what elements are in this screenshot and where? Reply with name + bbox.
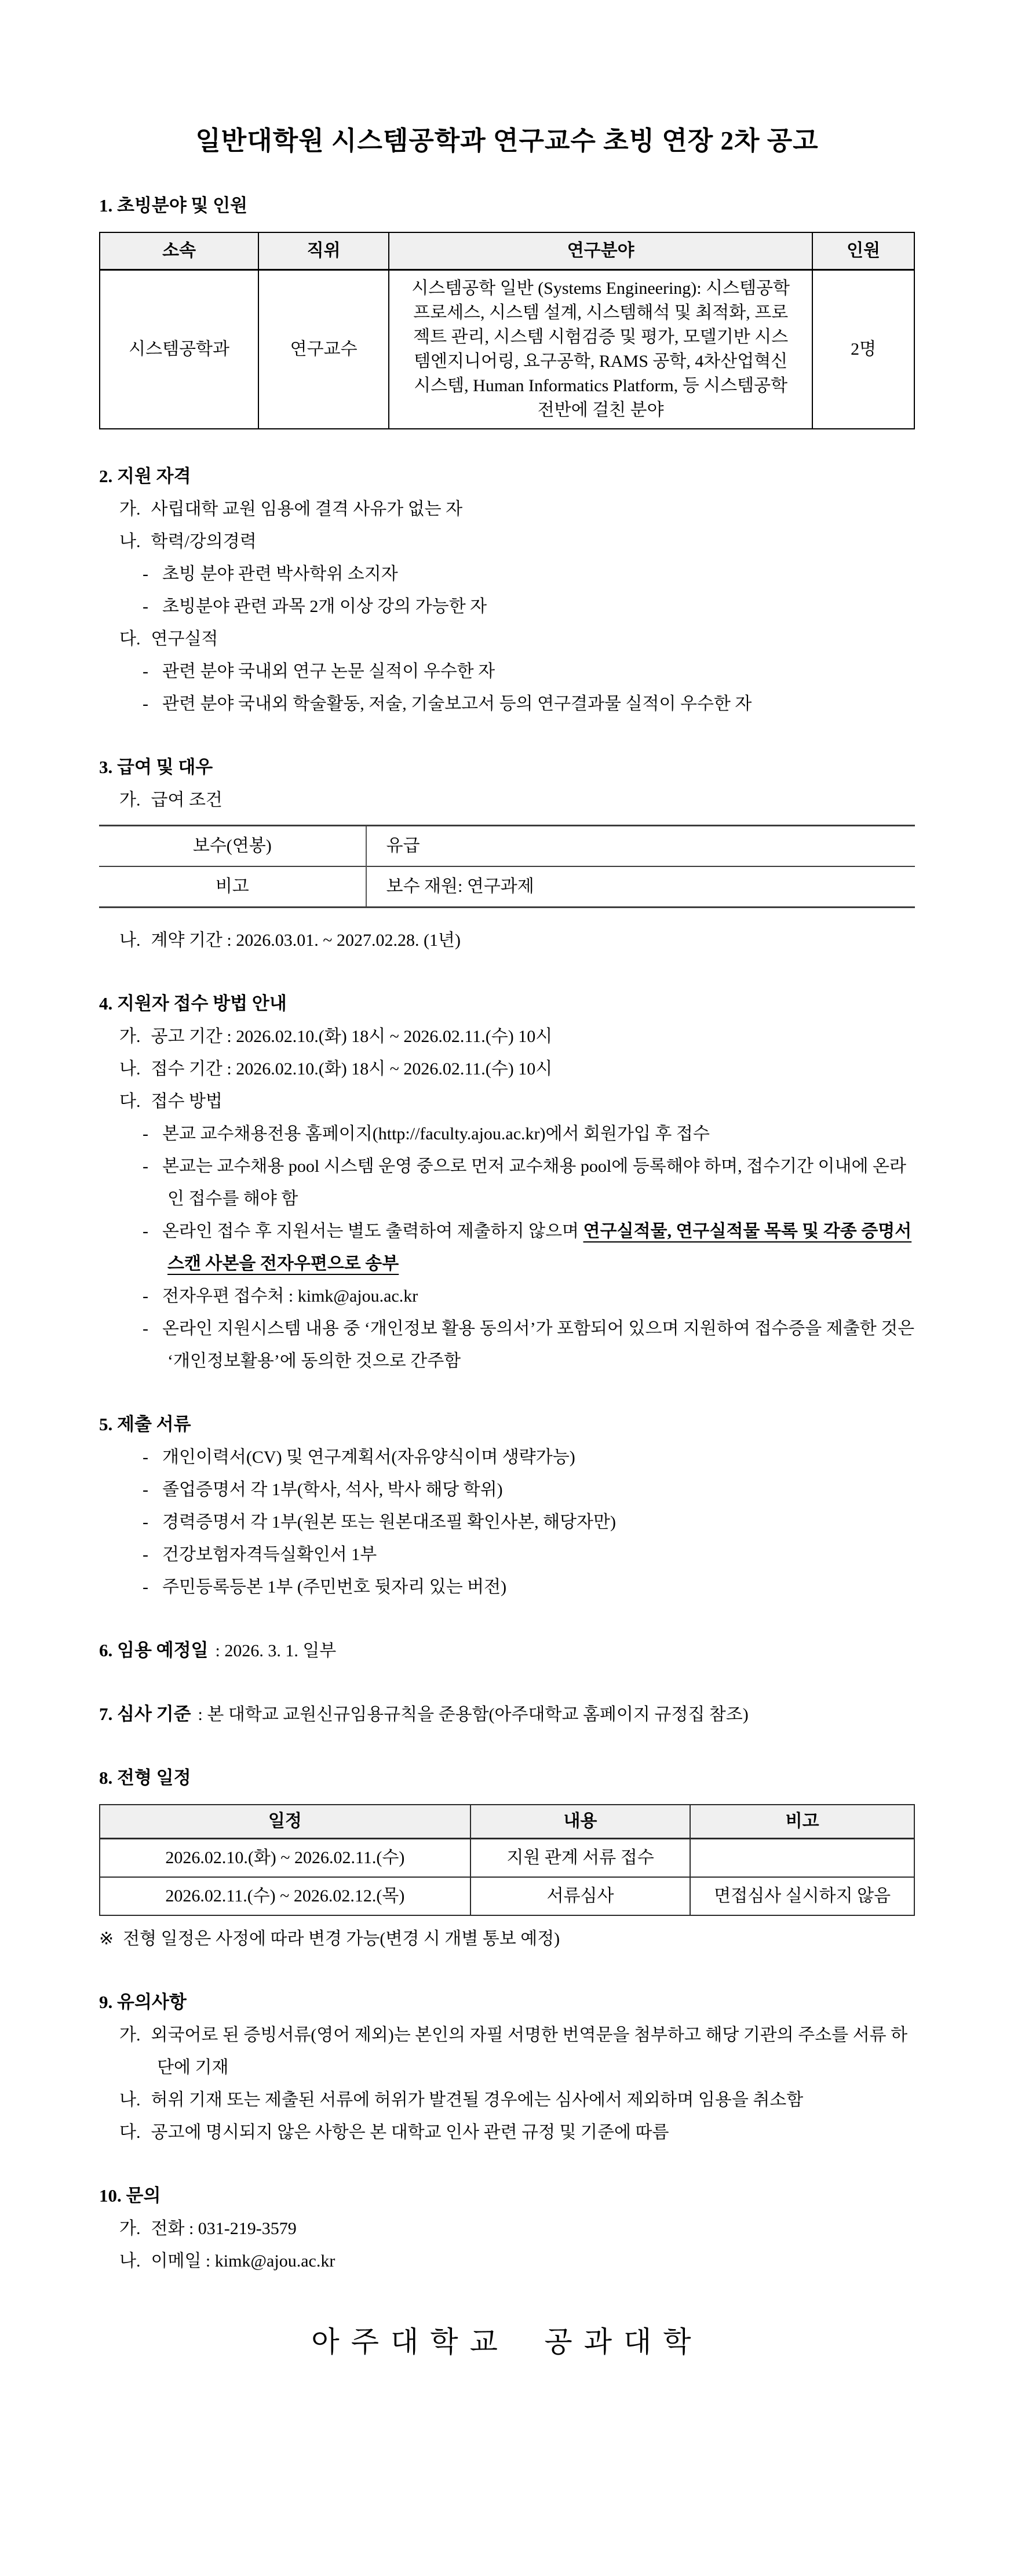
dash-marker: - [143, 1480, 148, 1499]
section-notes [99, 1985, 915, 2149]
list-subitem [99, 1474, 915, 1506]
section-appointment [99, 1634, 915, 1667]
section-contact [99, 2179, 915, 2278]
item-text: 전자우편 접수처 : kimk@ajou.ac.kr [162, 1287, 418, 1306]
item-text: 본교 교수채용전용 홈페이지(http://faculty.ajou.ac.kr)에서 회원가입 후 접수 [162, 1124, 710, 1143]
item-label: 나. [119, 2251, 141, 2271]
section-application [99, 987, 915, 1378]
schedule-table [99, 1804, 915, 1916]
dash-marker: - [143, 564, 148, 584]
item-text: 접수 방법 [151, 1092, 223, 1111]
item-text-emphasis: 연구실적물, 연구실적물 목록 및 각종 증명서 스캔 사본을 전자우편으로 송부 [167, 1222, 912, 1273]
item-text: 초빙 분야 관련 박사학위 소지자 [162, 564, 398, 584]
list-subitem [99, 1441, 915, 1474]
section-appointment-heading: 6. 임용 예정일 [99, 1640, 209, 1660]
schedule-col-period: 일정 [100, 1805, 470, 1839]
section-documents [99, 1408, 915, 1604]
schedule-cell-content: 지원 관계 서류 접수 [470, 1839, 691, 1878]
list-subitem [99, 1506, 915, 1539]
recruit-col-headcount: 인원 [812, 232, 914, 270]
salary-row [99, 866, 915, 908]
item-label: 다. [119, 1092, 141, 1111]
list-item [99, 623, 915, 655]
item-label: 가. [119, 1027, 141, 1046]
section-criteria [99, 1697, 915, 1731]
schedule-table-header-row [100, 1805, 914, 1839]
schedule-cell-period: 2026.02.11.(수) ~ 2026.02.12.(목) [100, 1877, 470, 1915]
section-qualification [99, 460, 915, 720]
item-label: 나. [119, 532, 141, 551]
section-notes-heading: 9. 유의사항 [99, 1992, 187, 2012]
recruit-cell-affiliation: 시스템공학과 [100, 270, 258, 429]
salary-table [99, 825, 915, 908]
item-text: 관련 분야 국내외 연구 논문 실적이 우수한 자 [162, 662, 495, 681]
item-text: 학력/강의경력 [151, 532, 257, 551]
item-text: 건강보험자격득실확인서 1부 [162, 1545, 377, 1564]
page-title: 일반대학원 시스템공학과 연구교수 초빙 연장 2차 공고 [195, 126, 819, 155]
list-subitem [99, 1150, 915, 1215]
list-item [99, 1053, 915, 1085]
dash-marker: - [143, 1513, 148, 1532]
section-salary [99, 750, 915, 957]
section-schedule [99, 1761, 915, 1955]
item-label: 가. [119, 790, 141, 810]
list-subitem [99, 1571, 915, 1604]
section-qualification-heading: 2. 지원 자격 [99, 466, 191, 486]
list-item [99, 2245, 915, 2278]
dash-marker: - [143, 662, 148, 681]
salary-row-value: 보수 재원: 연구과제 [386, 877, 534, 896]
list-item [99, 2116, 915, 2149]
item-text: 졸업증명서 각 1부(학사, 석사, 박사 해당 학위) [162, 1480, 503, 1499]
schedule-footnote [99, 1923, 915, 1955]
schedule-col-note: 비고 [690, 1805, 914, 1839]
salary-row-value: 유급 [386, 836, 420, 855]
list-subitem [99, 655, 915, 688]
recruit-table-header-row [100, 232, 914, 270]
section-application-heading: 4. 지원자 접수 방법 안내 [99, 993, 287, 1014]
item-label: 가. [119, 2219, 141, 2238]
schedule-cell-note [690, 1839, 914, 1878]
criteria-text: : 본 대학교 교원신규임용규칙을 준용함(아주대학교 홈페이지 규정집 참조) [198, 1705, 749, 1724]
schedule-row [100, 1839, 914, 1878]
section-recruit-heading: 1. 초빙분야 및 인원 [99, 195, 248, 216]
section-criteria-heading: 7. 심사 기준 [99, 1704, 191, 1724]
dash-marker: - [143, 597, 148, 616]
list-item [99, 526, 915, 558]
recruit-col-position: 직위 [258, 232, 389, 270]
schedule-cell-period: 2026.02.10.(화) ~ 2026.02.11.(수) [100, 1839, 470, 1878]
appointment-line [99, 1634, 915, 1667]
item-text: 주민등록등본 1부 (주민번호 뒷자리 있는 버전) [162, 1577, 507, 1597]
item-text: 공고에 명시되지 않은 사항은 본 대학교 인사 관련 규정 및 기준에 따름 [151, 2123, 669, 2142]
dash-marker: - [143, 1124, 148, 1143]
item-text: 접수 기간 : 2026.02.10.(화) 18시 ~ 2026.02.11.(수) 10시 [151, 1059, 553, 1079]
list-subitem [99, 558, 915, 591]
contact-phone: 전화 : 031-219-3579 [151, 2219, 297, 2238]
section-schedule-heading: 8. 전형 일정 [99, 1768, 191, 1788]
footnote-text: 전형 일정은 사정에 따라 변경 가능(변경 시 개별 통보 예정) [123, 1929, 560, 1948]
schedule-col-content: 내용 [470, 1805, 691, 1839]
recruit-col-affiliation: 소속 [100, 232, 258, 270]
dash-marker: - [143, 1157, 148, 1176]
item-label: 다. [119, 2123, 141, 2142]
list-item [99, 2019, 915, 2084]
contact-email: 이메일 : kimk@ajou.ac.kr [151, 2251, 335, 2271]
item-text: 온라인 지원시스템 내용 중 ‘개인정보 활용 동의서’가 포함되어 있으며 지원하여 접수증을 제출한 것은 ‘개인정보활용’에 동의한 것으로 간주함 [162, 1319, 915, 1371]
issuing-institution: 아주대학교 공과대학 [311, 2326, 703, 2358]
salary-row-label: 비고 [99, 866, 366, 908]
salary-row [99, 826, 915, 867]
dash-marker: - [143, 1545, 148, 1564]
section-documents-heading: 5. 제출 서류 [99, 1414, 191, 1434]
item-text: 급여 조건 [151, 790, 223, 810]
item-label: 나. [119, 1059, 141, 1079]
list-subitem [99, 1118, 915, 1150]
schedule-cell-content: 서류심사 [470, 1877, 691, 1915]
item-label: 나. [119, 931, 141, 950]
criteria-line [99, 1697, 915, 1731]
recruit-cell-position: 연구교수 [258, 270, 389, 429]
item-label: 다. [119, 629, 141, 648]
list-subitem [99, 1280, 915, 1313]
item-text: 온라인 접수 후 지원서는 별도 출력하여 제출하지 않으며 [162, 1222, 583, 1241]
item-text: 개인이력서(CV) 및 연구계획서(자유양식이며 생략가능) [162, 1448, 575, 1467]
list-item [99, 784, 915, 817]
dash-marker: - [143, 1287, 148, 1306]
item-text: 공고 기간 : 2026.02.10.(화) 18시 ~ 2026.02.11.(수) 10시 [151, 1027, 553, 1046]
dash-marker: - [143, 1448, 148, 1467]
section-recruit-field [99, 189, 915, 429]
recruit-table-row [100, 270, 914, 429]
dash-marker: - [143, 1577, 148, 1597]
item-text: 외국어로 된 증빙서류(영어 제외)는 본인의 자필 서명한 번역문을 첨부하고 해당 기관의 주소를 서류 하단에 기재 [151, 2025, 908, 2077]
list-subitem [99, 591, 915, 623]
schedule-cell-note: 면접심사 실시하지 않음 [690, 1877, 914, 1915]
item-text: 경력증명서 각 1부(원본 또는 원본대조필 확인사본, 해당자만) [162, 1513, 616, 1532]
section-salary-heading: 3. 급여 및 대우 [99, 757, 213, 777]
item-text: 본교는 교수채용 pool 시스템 운영 중으로 먼저 교수채용 pool에 등록해야 하며, 접수기간 이내에 온라인 접수를 해야 함 [162, 1157, 906, 1208]
recruit-cell-headcount: 2명 [812, 270, 914, 429]
item-label: 가. [119, 2025, 141, 2045]
list-item [99, 2084, 915, 2116]
list-subitem [99, 1313, 915, 1378]
recruit-cell-research-field: 시스템공학 일반 (Systems Engineering): 시스템공학 프로세스, 시스템 설계, 시스템해석 및 최적화, 프로젝트 관리, 시스템 시험검증 및 평가, 모델기반 시스템엔지니어링, 요구공학, RAMS 공학, 4차산업혁신 시스템, Human Informatics Platform, 등 시스템공학 전반에 걸친 분야 [389, 270, 812, 429]
item-label: 나. [119, 2090, 141, 2109]
item-text: 초빙분야 관련 과목 2개 이상 강의 가능한 자 [162, 597, 487, 616]
list-item [99, 924, 915, 957]
list-item [99, 1085, 915, 1118]
item-text: 허위 기재 또는 제출된 서류에 허위가 발견될 경우에는 심사에서 제외하며 임용을 취소함 [151, 2090, 804, 2109]
item-text: 관련 분야 국내외 학술활동, 저술, 기술보고서 등의 연구결과물 실적이 우수한 자 [162, 694, 752, 713]
list-item [99, 2213, 915, 2245]
dash-marker: - [143, 1222, 148, 1241]
recruit-table [99, 232, 915, 429]
list-subitem [99, 1215, 915, 1280]
list-item [99, 1021, 915, 1053]
appointment-text: : 2026. 3. 1. 일부 [215, 1641, 337, 1660]
list-item [99, 493, 915, 526]
dash-marker: - [143, 694, 148, 713]
list-subitem [99, 1539, 915, 1571]
list-subitem [99, 688, 915, 720]
item-text: 연구실적 [151, 629, 218, 648]
schedule-row [100, 1877, 914, 1915]
recruit-col-research-field: 연구분야 [389, 232, 812, 270]
reference-marker: ※ [99, 1929, 114, 1948]
dash-marker: - [143, 1319, 148, 1338]
item-text: 계약 기간 : 2026.03.01. ~ 2027.02.28. (1년) [151, 931, 461, 950]
item-label: 가. [119, 500, 141, 519]
item-text: 사립대학 교원 임용에 결격 사유가 없는 자 [151, 500, 463, 519]
section-contact-heading: 10. 문의 [99, 2185, 161, 2206]
salary-row-label: 보수(연봉) [99, 826, 366, 867]
